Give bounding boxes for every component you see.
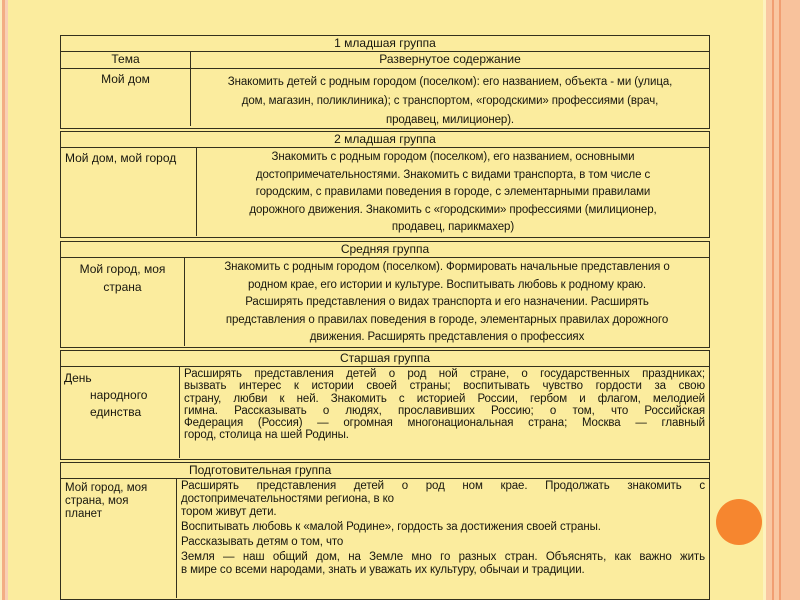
table-section-middle-group (60, 241, 710, 348)
content-line: Знакомить детей с родным городом (поселком): его названием, объекта - ми (улица, (227, 76, 673, 88)
table-section-senior-group (60, 350, 710, 460)
content-line: продавец, милиционер). (385, 114, 515, 126)
content-line: дом, магазин, поликлиника); с транспортом, «городскими» профессиями (врач, (241, 95, 659, 107)
content-line: продавец, парикмахер) (391, 221, 515, 233)
group-header: Подготовительная группа (61, 463, 709, 479)
theme-line: Мой город, моя (65, 482, 148, 494)
content-line: страну, любви к ней. Знакомить с историей России, гербом и флагом, мелодией (184, 392, 705, 405)
table-section-preparatory-group (60, 462, 710, 600)
content-cell (177, 479, 709, 598)
content-line: родном крае, его истории и культуре. Воспитывать любовь к родному краю. (248, 278, 646, 291)
theme-line: народного (90, 388, 148, 402)
orange-circle-decoration (716, 499, 762, 545)
theme-line: страна, моя (65, 495, 129, 507)
theme-line: Мой дом, мой город (65, 151, 177, 165)
left-pink-stripe (5, 0, 8, 600)
content-cell (197, 148, 709, 236)
group-header: Старшая группа (61, 351, 709, 367)
theme-line: Мой город, моя (79, 262, 166, 276)
table-row (61, 148, 709, 236)
theme-cell (61, 258, 185, 346)
content-line: Знакомить с родным городом (поселком). Формировать начальные представления о (224, 261, 670, 273)
group-header: Средняя группа (61, 242, 709, 258)
column-header-content: Развернутое содержание (379, 52, 521, 66)
theme-line: страна (103, 279, 142, 294)
content-line: Расширять представления о видах транспорта и его назначении. Расширять (245, 296, 649, 308)
column-header-row (61, 52, 709, 69)
column-header-theme: Тема (61, 52, 191, 68)
content-line: дорожного движения. Знакомить с «городскими» профессиями (милиционер, (249, 203, 657, 216)
table-section-second-junior-group (60, 131, 710, 238)
content-cell (191, 69, 709, 126)
content-line: Рассказывать детям о том, что (181, 536, 344, 548)
table-row (61, 367, 709, 458)
content-line: в мире со всеми народами, знать и уважать их культуру, обычаи и традиции. (181, 564, 585, 576)
content-line: Земля — наш общий дом, на Земле мно го разных стран. Объяснять, как важно жить (181, 551, 705, 563)
content-line: движения. Расширять представления о профессиях (309, 331, 585, 343)
theme-cell (61, 367, 180, 458)
table-row (61, 69, 709, 126)
table-row (61, 258, 709, 346)
table-section-first-junior-group (60, 35, 710, 129)
content-cell (180, 367, 709, 458)
theme-cell (61, 148, 197, 236)
content-line: Расширять представления детей о род ной стране, о государственных праздниках; (184, 368, 705, 380)
theme-line: День (64, 371, 92, 385)
content-line: Знакомить с родным городом (поселком), его названием, основными (271, 151, 635, 163)
content-line: достопримечательностями. Знакомить с видами транспорта, в том числе с (255, 168, 651, 181)
content-line: вызвать интерес к истории своей страны; воспитывать чувство гордости за свою (184, 380, 705, 393)
content-line: Воспитывать любовь к «малой Родине», гордость за достижения своей страны. (181, 521, 601, 533)
group-header: 1 младшая группа (61, 36, 709, 52)
content-line: Расширять представления детей о род ном крае. Продолжать знакомить с (181, 480, 705, 492)
content-line: городским, с правилами поведения в городе, с элементарными правилами (255, 186, 651, 198)
content-line: город, столица на шей Родины. (184, 429, 349, 442)
content-line: Федерация (Россия) — огромная многонациональная страна; Москва — главный (184, 417, 705, 430)
theme-cell (61, 479, 177, 598)
theme-line: Мой дом (101, 72, 150, 86)
table-row (61, 479, 709, 598)
content-line: тором живут дети. (181, 506, 277, 518)
right-peach-band (781, 0, 800, 600)
content-line: гимна. Рассказывать о людях, прославивших Россию; о том, что Российская (184, 404, 705, 417)
theme-line: единства (90, 405, 142, 419)
group-header: 2 младшая группа (61, 132, 709, 148)
content-line: представления о правилах поведения в городе, элементарных правилах дорожного (225, 313, 669, 326)
theme-line: планет (65, 508, 102, 520)
theme-cell (61, 69, 191, 126)
content-cell (185, 258, 709, 346)
content-line: достопримечательностями региона, в ко (181, 493, 394, 505)
